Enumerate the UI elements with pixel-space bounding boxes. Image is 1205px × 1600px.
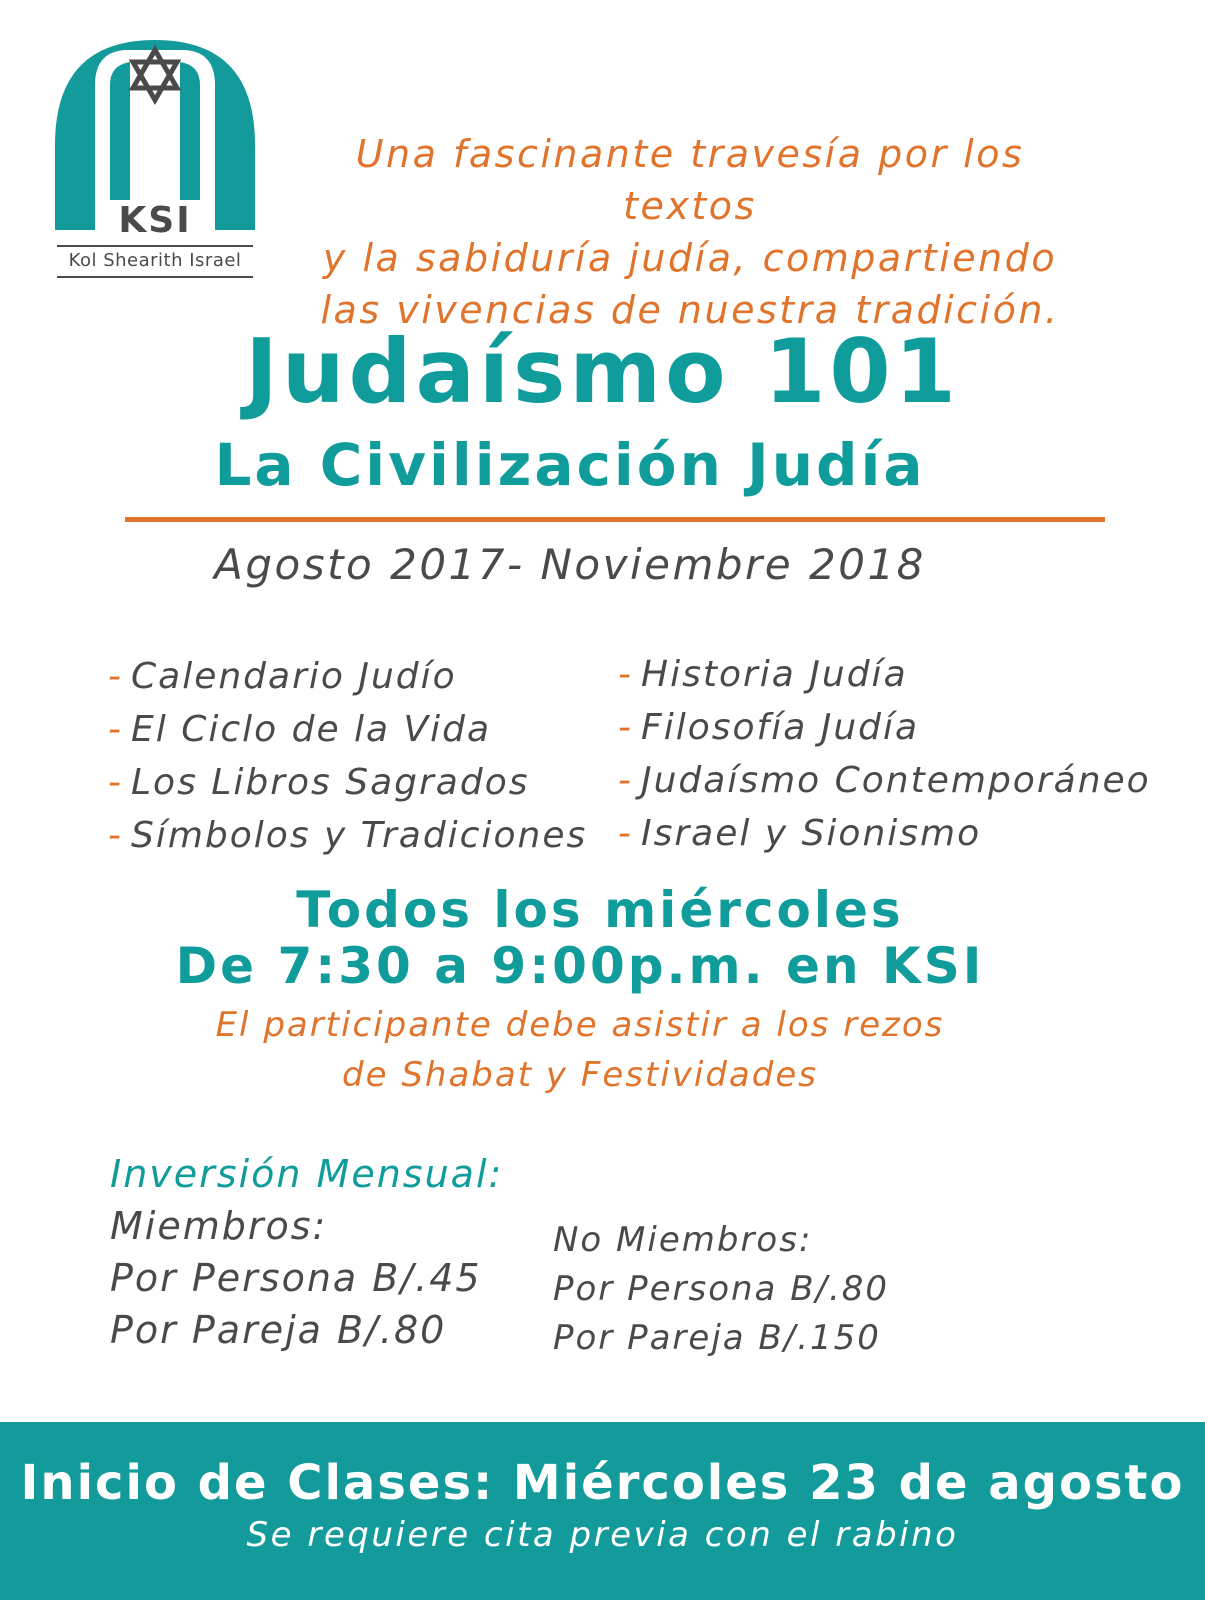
schedule-day: Todos los miércoles — [296, 881, 904, 939]
members-per-person: Por Persona B/.45 — [110, 1256, 482, 1300]
topics-list-right — [618, 648, 1188, 860]
list-item: - Filosofía Judía — [618, 707, 920, 748]
page-subtitle: La Civilización Judía — [214, 431, 926, 499]
topics-list-left — [108, 650, 588, 862]
page-title: Judaísmo 101 — [245, 320, 960, 423]
members-per-couple: Por Pareja B/.80 — [110, 1308, 447, 1352]
members-label: Miembros: — [110, 1204, 328, 1248]
list-item: - Israel y Sionismo — [618, 813, 982, 854]
list-item: - Los Libros Sagrados — [108, 762, 530, 803]
tagline-line: las vivencias de nuestra tradición. — [320, 288, 1060, 332]
list-item: - Calendario Judío — [108, 656, 457, 697]
non-members-label: No Miembros: — [553, 1220, 813, 1260]
pricing-title: Inversión Mensual: — [110, 1152, 504, 1196]
tagline-line: Una fascinante travesía por los textos — [355, 132, 1025, 228]
schedule-time: De 7:30 a 9:00p.m. en KSI — [175, 937, 985, 995]
requirement-line: de Shabat y Festividades — [342, 1055, 818, 1095]
non-members-pricing — [553, 1216, 889, 1363]
logo-abbrev: KSI — [118, 200, 192, 241]
non-members-per-person: Por Persona B/.80 — [553, 1269, 890, 1309]
attendance-requirement — [100, 1000, 1060, 1100]
non-members-per-couple: Por Pareja B/.150 — [553, 1318, 881, 1358]
title-divider — [125, 517, 1105, 522]
list-item: - Judaísmo Contemporáneo — [618, 760, 1151, 801]
logo-rule-bottom — [57, 276, 253, 278]
tagline-line: y la sabiduría judía, compartiendo — [322, 236, 1058, 280]
class-start-date: Inicio de Clases: Miércoles 23 de agosto — [20, 1455, 1185, 1511]
list-item: - Historia Judía — [618, 654, 908, 695]
tagline — [300, 128, 1080, 336]
members-pricing — [110, 1200, 482, 1356]
requirement-line: El participante debe asistir a los rezos — [215, 1005, 945, 1045]
logo-rule-top — [57, 245, 253, 247]
appointment-note: Se requiere cita previa con el rabino — [246, 1515, 959, 1555]
course-dates: Agosto 2017- Noviembre 2018 — [214, 540, 926, 589]
list-item: - Símbolos y Tradiciones — [108, 815, 588, 856]
footer-banner — [0, 1422, 1205, 1600]
ksi-logo — [55, 40, 255, 285]
list-item: - El Ciclo de la Vida — [108, 709, 492, 750]
logo-name: Kol Shearith Israel — [68, 250, 242, 271]
